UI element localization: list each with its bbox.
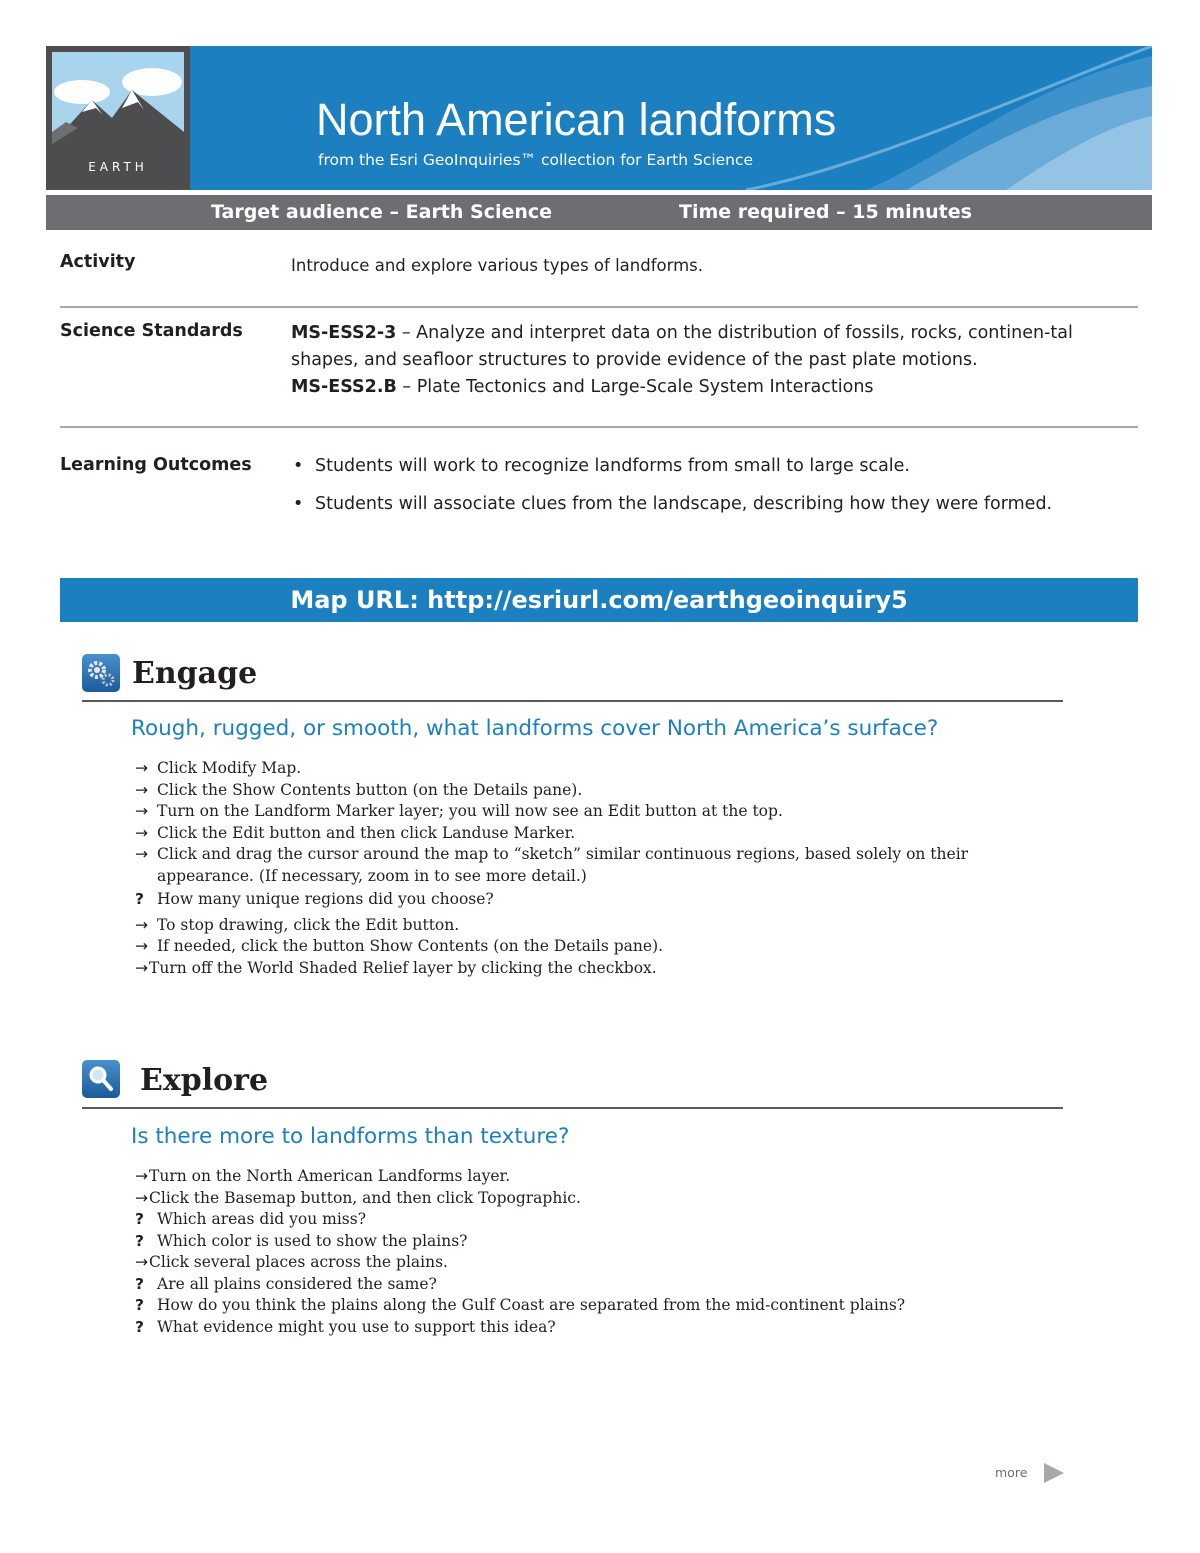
step-item xyxy=(131,780,1041,802)
outcomes-list-wrap xyxy=(291,453,1052,529)
question-mark-icon: ? xyxy=(135,1274,144,1293)
standard-1 xyxy=(291,320,1141,374)
step-text: To stop drawing, click the Edit button. xyxy=(157,915,460,934)
step-text: Click several places across the plains. xyxy=(149,1253,448,1271)
step-item xyxy=(131,1166,1041,1188)
outcome-item: • Students will associate clues from the landscape, describing how they were formed. xyxy=(291,491,1052,518)
section-divider xyxy=(82,700,1063,702)
gears-icon xyxy=(82,654,120,692)
step-text: Click the Basemap button, and then click Topographic. xyxy=(149,1188,581,1207)
step-text: Are all plains considered the same? xyxy=(157,1274,437,1293)
map-url-link[interactable]: Map URL: http://esriurl.com/earthgeoinquiry5 xyxy=(60,578,1138,622)
arrow-icon: → xyxy=(135,823,148,842)
step-text: If needed, click the button Show Contents (on the Details pane). xyxy=(157,937,664,955)
step-text: Turn off the World Shaded Relief layer by clicking the checkbox. xyxy=(149,958,657,977)
standard-2-text: – Plate Tectonics and Large-Scale System Interactions xyxy=(396,377,874,397)
question-item xyxy=(131,1231,1041,1253)
step-item xyxy=(131,936,1041,958)
question-mark-icon: ? xyxy=(135,1317,144,1336)
step-item xyxy=(131,915,1041,937)
arrow-icon: → xyxy=(135,802,148,820)
section-divider xyxy=(82,1107,1063,1109)
question-mark-icon: ? xyxy=(135,1296,144,1314)
arrow-icon: → xyxy=(135,1253,148,1271)
engage-question: Rough, rugged, or smooth, what landforms cover North America’s surface? xyxy=(131,716,939,741)
engage-steps xyxy=(131,758,1041,979)
step-text: What evidence might you use to support this idea? xyxy=(157,1317,556,1336)
question-item xyxy=(131,1295,1041,1317)
question-item xyxy=(131,1274,1041,1296)
magnifier-icon xyxy=(82,1060,120,1098)
standard-1-text: – Analyze and interpret data on the distribution of fossils, rocks, continen-tal shapes, and seafloor structures to provide evidence of the past plate motions. xyxy=(291,323,1073,370)
arrow-icon: → xyxy=(135,937,148,955)
step-text: How many unique regions did you choose? xyxy=(157,890,494,908)
step-item xyxy=(131,801,1041,823)
step-text: Click and drag the cursor around the map to “sketch” similar continuous regions, based solely on their appearance. (If necessary, zoom in to see more detail.) xyxy=(157,845,969,885)
step-text: Click Modify Map. xyxy=(157,759,302,777)
question-item xyxy=(131,1317,1041,1339)
arrow-icon: → xyxy=(135,1167,148,1185)
arrow-icon: → xyxy=(135,845,148,863)
question-mark-icon: ? xyxy=(135,1231,144,1250)
step-item xyxy=(131,1188,1041,1210)
step-item xyxy=(131,1252,1041,1274)
question-item xyxy=(131,1209,1041,1231)
arrow-icon: → xyxy=(135,958,148,977)
outcomes-list xyxy=(291,453,1052,518)
logo-label: EARTH xyxy=(88,160,148,174)
outcome-item: • Students will work to recognize landforms from small to large scale. xyxy=(291,453,1052,480)
arrow-icon: → xyxy=(135,759,148,777)
explore-title: Explore xyxy=(140,1063,269,1098)
question-mark-icon: ? xyxy=(135,1210,144,1228)
audience-bar xyxy=(46,195,1152,230)
divider xyxy=(60,426,1138,428)
standard-1-code: MS-ESS2-3 xyxy=(291,323,397,343)
step-item xyxy=(131,758,1041,780)
activity-label: Activity xyxy=(60,252,136,272)
explore-question: Is there more to landforms than texture? xyxy=(131,1124,570,1149)
question-mark-icon: ? xyxy=(135,890,144,908)
outcomes-label: Learning Outcomes xyxy=(60,455,252,475)
divider xyxy=(60,306,1138,308)
engage-title: Engage xyxy=(132,656,258,691)
question-item xyxy=(131,889,1041,911)
arrow-icon: → xyxy=(135,1188,148,1207)
step-text: Click the Show Contents button (on the Details pane). xyxy=(157,780,583,799)
explore-steps xyxy=(131,1166,1041,1338)
step-item xyxy=(131,823,1041,845)
step-text: Turn on the Landform Marker layer; you will now see an Edit button at the top. xyxy=(157,802,783,820)
target-audience: Target audience – Earth Science xyxy=(211,201,553,223)
page-subtitle: from the Esri GeoInquiries™ collection for Earth Science xyxy=(318,151,754,169)
more-link[interactable]: more xyxy=(995,1465,1028,1480)
activity-text: Introduce and explore various types of landforms. xyxy=(291,256,704,275)
step-text: Which areas did you miss? xyxy=(157,1210,367,1228)
arrow-icon: → xyxy=(135,915,148,934)
standard-2 xyxy=(291,374,1141,401)
mountain-illustration xyxy=(52,52,184,156)
standards-label: Science Standards xyxy=(60,321,243,341)
standard-2-code: MS-ESS2.B xyxy=(291,377,397,397)
step-text: Turn on the North American Landforms layer. xyxy=(149,1167,511,1185)
step-text: How do you think the plains along the Gulf Coast are separated from the mid-continent plains? xyxy=(157,1296,906,1314)
time-required: Time required – 15 minutes xyxy=(679,201,972,223)
page-title: North American landforms xyxy=(316,94,837,145)
next-arrow-icon[interactable] xyxy=(1042,1462,1066,1488)
arrow-icon: → xyxy=(135,780,148,799)
standards-text xyxy=(291,320,1141,401)
step-item xyxy=(131,844,1041,887)
step-text: Click the Edit button and then click Landuse Marker. xyxy=(157,823,576,842)
step-text: Which color is used to show the plains? xyxy=(157,1231,468,1250)
step-item xyxy=(131,958,1041,980)
